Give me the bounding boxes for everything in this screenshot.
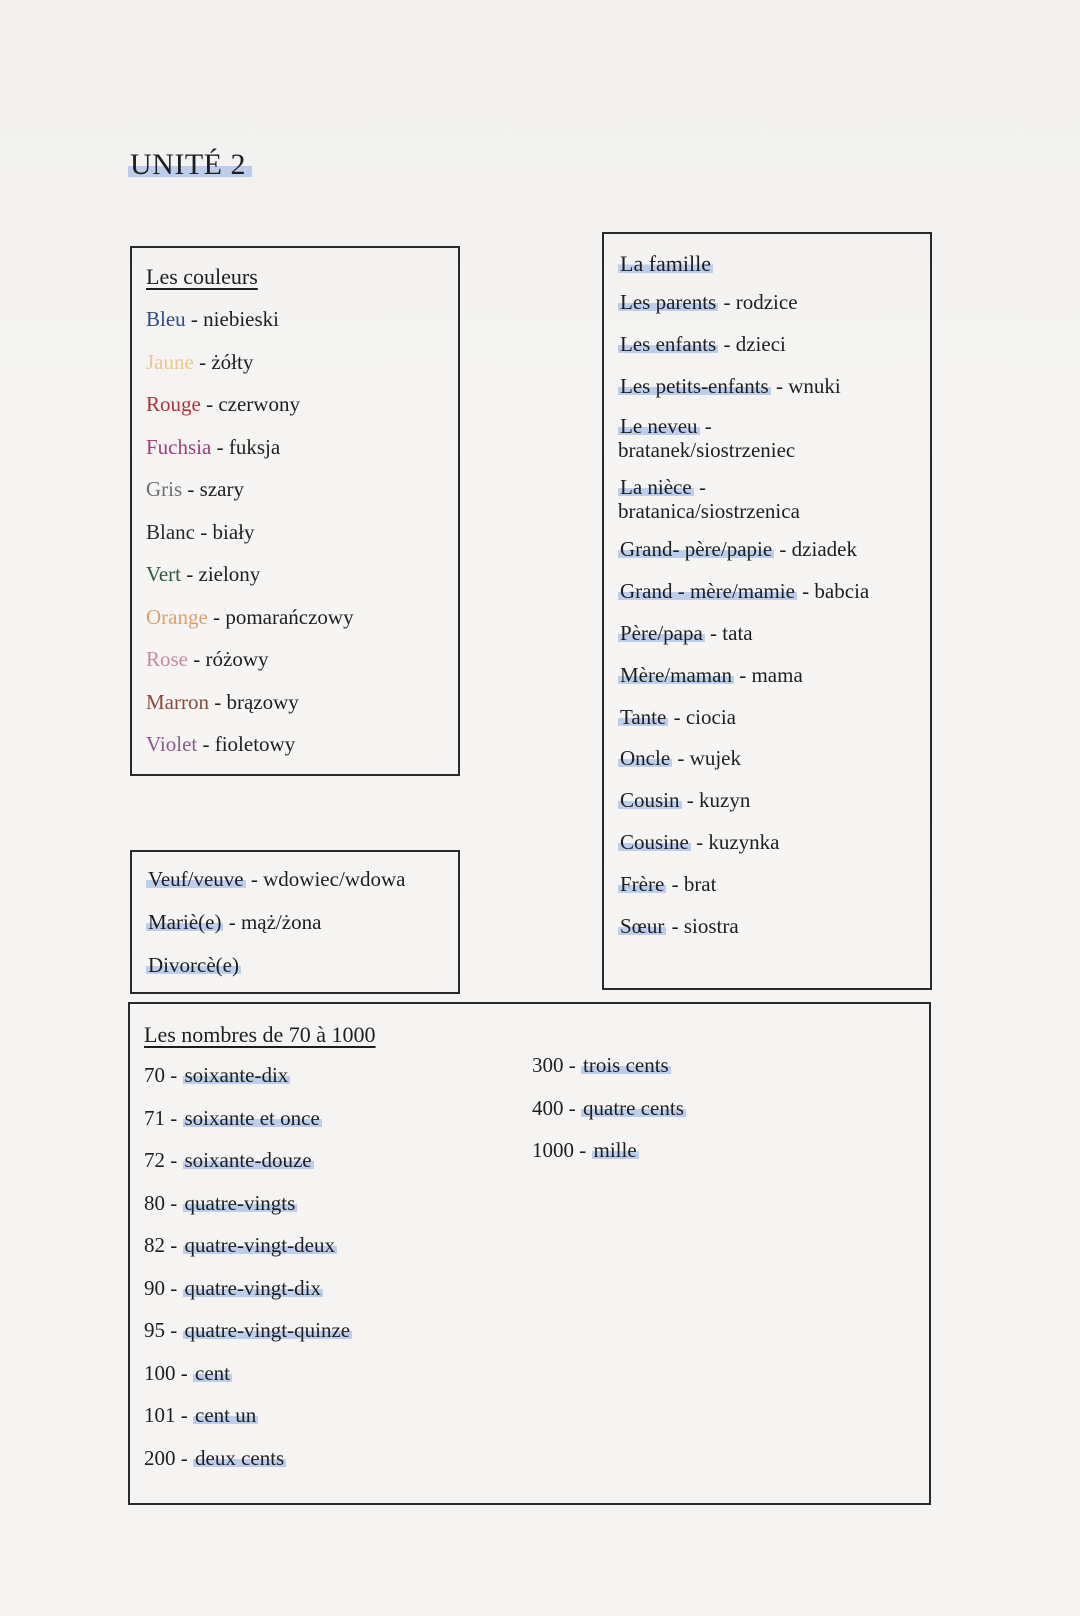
color-row: Jaune - żółty [146,349,254,374]
family-fr: Oncle [620,746,671,771]
number-row: 72 - soixante-douze [144,1148,312,1172]
family-fr: Cousin [620,788,680,813]
family-fr: Grand- père/papie [620,537,773,562]
color-name-fr: Vert [146,562,181,586]
status-row [146,858,444,901]
numbers-column-1 [144,1054,532,1479]
color-name-fr: Jaune [146,349,194,374]
number-words: mille [593,1138,637,1162]
color-row: Rose - różowy [146,647,269,671]
family-row: Sœur - siostra [620,913,739,938]
family-row: Cousin - kuzyn [620,788,751,813]
colors-list [146,298,444,766]
color-name-fr: Bleu [146,307,186,331]
colors-box [130,246,460,776]
number-digits: 400 [532,1095,564,1120]
family-pl: dzieci [735,331,786,356]
number-words: soixante et once [184,1105,320,1130]
family-fr: La nièce [620,475,692,500]
numbers-heading: Les nombres de 70 à 1000 [144,1022,376,1047]
family-pl: dziadek [791,537,857,562]
color-row: Vert - zielony [146,562,261,586]
color-row: Orange - pomarańczowy [146,604,354,629]
color-name-fr: Rouge [146,392,201,416]
color-name-pl: zielony [198,562,261,586]
family-row: Frère - brat [620,871,717,896]
family-fr: Grand - mère/mamie [620,579,795,604]
number-digits: 71 [144,1105,165,1130]
number-row: 100 - cent [144,1360,230,1385]
number-words: quatre-vingt-quinze [184,1318,351,1342]
color-name-fr: Rose [146,647,188,671]
number-digits: 1000 [532,1138,574,1162]
color-name-pl: pomarańczowy [225,604,354,629]
family-row: Les petits-enfants - wnuki [620,373,841,398]
family-fr: Cousine [620,829,689,854]
family-row: Le neveu - bratanek/siostrzeniec [618,414,796,463]
number-words: quatre-vingts [184,1190,296,1215]
family-row: Les parents - rodzice [620,290,798,314]
number-row: 70 - soixante-dix [144,1063,289,1087]
status-sep: - [223,910,241,934]
number-digits: 90 [144,1275,165,1300]
color-name-fr: Gris [146,477,183,501]
number-words: quatre cents [583,1095,684,1120]
number-words: deux cents [195,1445,285,1470]
family-pl: babcia [814,579,870,604]
number-row: 400 - quatre cents [532,1095,684,1120]
status-pl: mąż/żona [240,910,322,934]
number-digits: 70 [144,1063,165,1087]
family-row: Oncle - wujek [620,746,741,771]
number-row: 90 - quatre-vingt-dix [144,1275,321,1300]
marital-status-box [130,850,460,994]
family-fr: Les parents [620,290,717,314]
number-row: 71 - soixante et once [144,1105,320,1130]
number-words: soixante-douze [184,1148,312,1172]
page-title [128,148,252,182]
family-row: Grand - mère/mamie - babcia [620,579,870,604]
family-pl: bratanek/siostrzeniec [618,438,796,463]
color-row: Blanc - biały [146,519,255,544]
number-row: 300 - trois cents [532,1053,669,1077]
family-pl: kuzynka [708,829,780,854]
family-pl: kuzyn [699,788,751,813]
color-row: Rouge - czerwony [146,392,300,416]
family-fr: Les petits-enfants [620,373,769,398]
color-name-pl: żółty [211,349,254,374]
color-name-fr: Marron [146,689,209,714]
color-name-pl: niebieski [203,307,279,331]
number-digits: 95 [144,1318,165,1342]
colors-heading: Les couleurs [146,264,258,289]
numbers-column-2 [532,1044,686,1479]
status-row [146,944,444,987]
family-pl: ciocia [685,704,736,729]
number-row: 1000 - mille [532,1138,637,1162]
number-row: 82 - quatre-vingt-deux [144,1233,335,1257]
number-digits: 200 [144,1445,176,1470]
family-row: Tante - ciocia [620,704,736,729]
family-row: Cousine - kuzynka [620,829,780,854]
color-row: Violet - fioletowy [146,732,296,756]
number-digits: 72 [144,1148,165,1172]
number-digits: 82 [144,1233,165,1257]
family-pl: tata [722,620,753,645]
number-digits: 101 [144,1403,176,1427]
color-name-fr: Orange [146,604,208,629]
number-digits: 300 [532,1053,564,1077]
number-words: quatre-vingt-deux [184,1233,335,1257]
number-words: quatre-vingt-dix [184,1275,321,1300]
color-name-pl: czerwony [218,392,300,416]
family-pl: siostra [683,913,739,938]
color-name-fr: Violet [146,732,198,756]
family-fr: Mère/maman [620,662,732,687]
number-digits: 80 [144,1190,165,1215]
family-heading: La famille [620,251,712,276]
family-row: Père/papa - tata [620,620,753,645]
color-name-fr: Fuchsia [146,434,212,459]
family-fr: Frère [620,871,665,896]
number-row: 101 - cent un [144,1403,257,1427]
family-row: Grand- père/papie - dziadek [620,537,857,562]
color-name-pl: fuksja [228,434,281,459]
number-digits: 100 [144,1360,176,1385]
color-row: Fuchsia - fuksja [146,434,281,459]
color-name-pl: różowy [205,647,269,671]
color-name-pl: szary [199,477,244,501]
color-row: Bleu - niebieski [146,307,279,331]
status-fr: Mariè(e) [148,910,222,934]
family-pl: wnuki [788,373,841,398]
family-fr: Le neveu [620,414,698,439]
status-sep: - [245,867,264,891]
status-row [146,901,444,944]
page-title-text: UNITÉ 2 [128,148,252,181]
status-pl: wdowiec/wdowa [263,867,406,891]
color-row: Marron - brązowy [146,689,299,714]
number-words: trois cents [583,1053,669,1077]
number-row: 80 - quatre-vingts [144,1190,296,1215]
family-row: Les enfants - dzieci [620,331,786,356]
status-fr: Divorcè(e) [148,953,239,977]
family-fr: Sœur [620,913,665,938]
family-fr: Père/papa [620,620,703,645]
marital-status-list [146,858,444,987]
color-row: Gris - szary [146,477,244,501]
number-row: 95 - quatre-vingt-quinze [144,1318,351,1342]
number-row: 200 - deux cents [144,1445,285,1470]
numbers-box [128,1002,931,1505]
number-words: soixante-dix [184,1063,289,1087]
family-pl: rodzice [735,290,798,314]
family-fr: Tante [620,704,667,729]
color-name-pl: brązowy [226,689,299,714]
color-name-fr: Blanc [146,519,195,544]
number-words: cent [195,1360,230,1385]
family-fr: Les enfants [620,331,717,356]
family-pl: wujek [689,746,741,771]
family-pl: bratanica/siostrzenica [618,499,800,524]
color-name-pl: biały [212,519,255,544]
family-row: Mère/maman - mama [620,662,803,687]
family-pl: brat [683,871,717,896]
status-fr: Veuf/veuve [148,867,244,891]
family-list [618,282,916,947]
family-pl: mama [751,662,803,687]
family-box [602,232,932,990]
family-row: La nièce - bratanica/siostrzenica [618,475,800,524]
number-words: cent un [195,1403,257,1427]
color-name-pl: fioletowy [214,732,296,756]
